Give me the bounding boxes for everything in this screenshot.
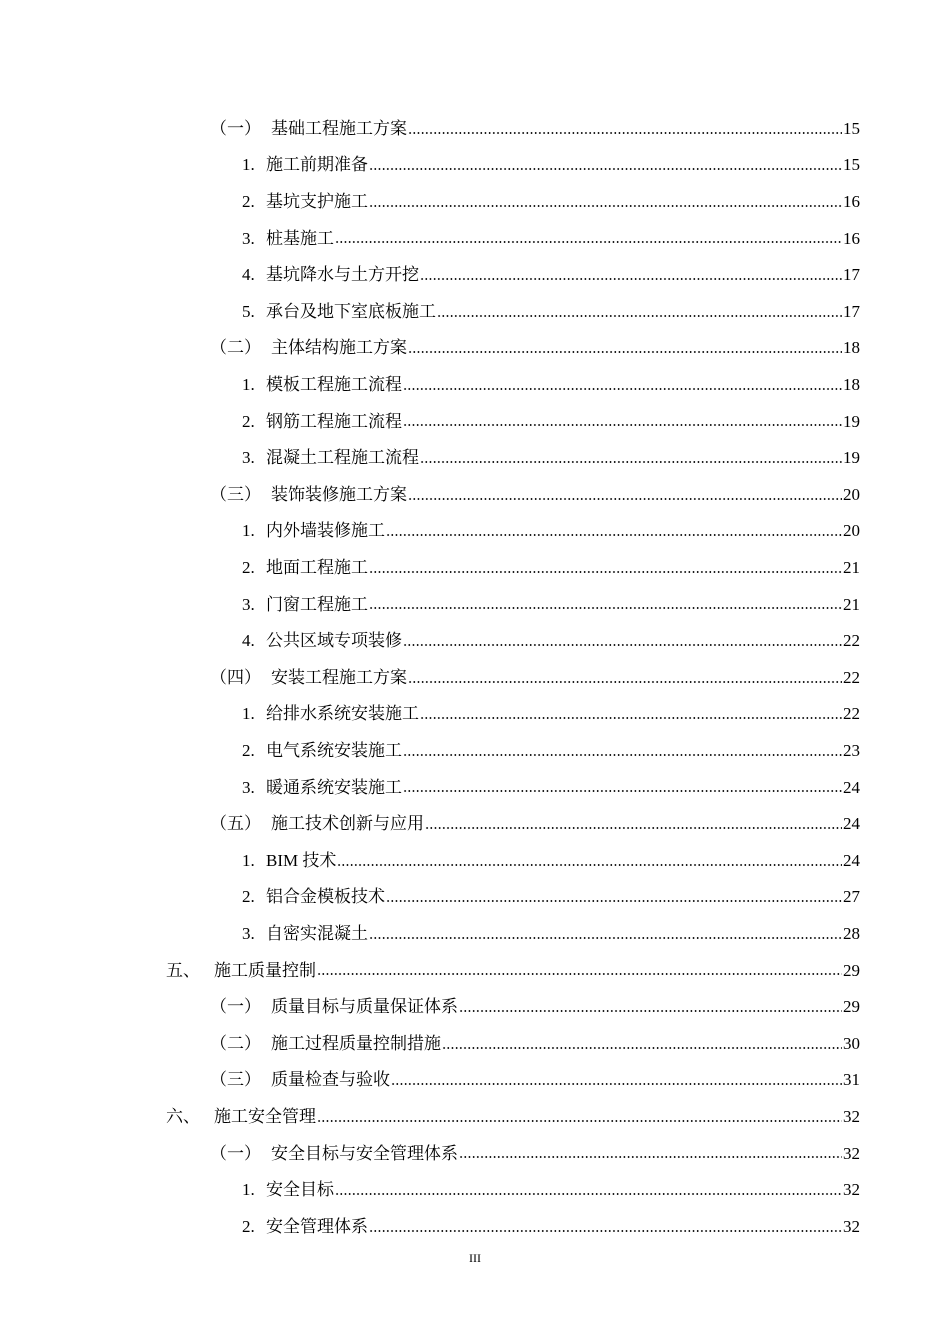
toc-entry[interactable] [210,1025,860,1062]
toc-dot-leader [369,567,842,577]
toc-entry-page-number: 22 [843,667,860,687]
toc-entry[interactable] [242,513,860,550]
toc-entry-title: 模板工程施工流程 [266,374,402,394]
toc-entry-title: 装饰装修施工方案 [271,484,407,504]
toc-entry-page-number: 28 [843,923,860,943]
toc-entry-number: 3. [242,777,255,797]
toc-entry[interactable] [242,586,860,623]
toc-entry-number: （一） [210,997,261,1017]
toc-entry-number: （二） [210,1033,261,1053]
toc-entry[interactable] [166,1098,860,1135]
toc-dot-leader [403,640,842,650]
toc-entry-number: 1. [242,850,255,870]
toc-entry[interactable] [242,439,860,476]
toc-entry-page-number: 16 [843,228,860,248]
toc-dot-leader [459,1006,842,1016]
toc-entry[interactable] [210,1135,860,1172]
toc-entry[interactable] [242,366,860,403]
toc-entry[interactable] [242,220,860,257]
toc-entry[interactable] [210,110,860,147]
toc-entry[interactable] [242,915,860,952]
toc-entry-page-number: 21 [843,594,860,614]
toc-entry-page-number: 23 [843,740,860,760]
toc-entry-number: （四） [210,667,261,687]
toc-entry[interactable] [210,330,860,367]
toc-entry-title: 公共区域专项装修 [266,631,402,651]
toc-entry-page-number: 32 [843,1143,860,1163]
toc-entry-page-number: 18 [843,338,860,358]
toc-dot-leader [403,750,842,760]
toc-dot-leader [369,201,842,211]
toc-dot-leader [369,603,842,613]
toc-dot-leader [408,494,842,504]
toc-entry-page-number: 18 [843,374,860,394]
toc-entry[interactable] [242,622,860,659]
toc-dot-leader [420,274,842,284]
toc-dot-leader [442,1043,842,1053]
toc-entry[interactable] [242,549,860,586]
toc-dot-leader [369,933,842,943]
toc-dot-leader [369,1226,842,1236]
toc-dot-leader [408,347,842,357]
toc-entry[interactable] [166,952,860,989]
toc-entry-title: 主体结构施工方案 [271,338,407,358]
toc-dot-leader [337,860,842,870]
toc-dot-leader [420,457,842,467]
toc-entry-number: （一） [210,1143,261,1163]
toc-entry-title: 自密实混凝土 [266,923,368,943]
toc-dot-leader [335,1189,842,1199]
toc-entry-title: 施工质量控制 [214,960,316,980]
toc-entry-number: 1. [242,155,255,175]
toc-entry-page-number: 30 [843,1033,860,1053]
toc-entry-number: 3. [242,923,255,943]
toc-entry-title: 电气系统安装施工 [266,740,402,760]
toc-entry-number: 3. [242,448,255,468]
toc-entry-title: 施工安全管理 [214,1106,316,1126]
toc-entry[interactable] [210,988,860,1025]
toc-dot-leader [335,237,842,247]
toc-entry-title: 桩基施工 [266,228,334,248]
toc-entry-number: 1. [242,374,255,394]
toc-entry-title: 施工前期准备 [266,155,368,175]
toc-entry[interactable] [242,696,860,733]
toc-dot-leader [386,896,842,906]
toc-dot-leader [369,164,842,174]
toc-dot-leader [420,713,842,723]
toc-entry-page-number: 27 [843,887,860,907]
toc-entry-title: 安装工程施工方案 [271,667,407,687]
toc-entry-page-number: 15 [843,155,860,175]
toc-entry-page-number: 17 [843,301,860,321]
toc-entry-page-number: 22 [843,704,860,724]
toc-entry[interactable] [210,1062,860,1099]
toc-entry-title: 质量目标与质量保证体系 [271,997,458,1017]
toc-entry-title: 暖通系统安装施工 [266,777,402,797]
toc-entry-number: 五、 [166,960,200,980]
toc-dot-leader [403,384,842,394]
toc-entry-title: 门窗工程施工 [266,594,368,614]
toc-dot-leader [459,1152,842,1162]
toc-dot-leader [386,530,842,540]
toc-entry-number: 5. [242,301,255,321]
toc-entry-page-number: 32 [843,1180,860,1200]
toc-entry-number: （三） [210,1070,261,1090]
toc-entry-title: 安全目标与安全管理体系 [271,1143,458,1163]
toc-dot-leader [403,786,842,796]
toc-entry-title: 施工技术创新与应用 [271,814,424,834]
toc-entry-title: 施工过程质量控制措施 [271,1033,441,1053]
toc-entry-page-number: 22 [843,631,860,651]
toc-entry-page-number: 32 [843,1106,860,1126]
toc-entry-number: 2. [242,411,255,431]
toc-entry-number: 1. [242,704,255,724]
toc-entry-page-number: 32 [843,1216,860,1236]
toc-entry-number: 2. [242,740,255,760]
toc-entry[interactable] [242,879,860,916]
toc-entry-number: 4. [242,631,255,651]
toc-entry-number: 3. [242,228,255,248]
toc-entry-page-number: 15 [843,118,860,138]
toc-dot-leader [408,677,842,687]
toc-dot-leader [425,823,842,833]
toc-entry-number: 1. [242,521,255,541]
toc-entry-number: 六、 [166,1106,200,1126]
toc-entry-title: 钢筋工程施工流程 [266,411,402,431]
toc-entry-title: 内外墙装修施工 [266,521,385,541]
toc-entry-page-number: 24 [843,777,860,797]
toc-entry-title: 基坑降水与土方开挖 [266,265,419,285]
toc-entry[interactable] [242,403,860,440]
toc-entry-page-number: 20 [843,484,860,504]
toc-entry-title: 混凝土工程施工流程 [266,448,419,468]
toc-entry-page-number: 17 [843,265,860,285]
toc-entry-number: 2. [242,887,255,907]
toc-entry[interactable] [210,659,860,696]
toc-entry-page-number: 24 [843,814,860,834]
toc-entry-title: 基础工程施工方案 [271,118,407,138]
toc-entry-number: 2. [242,191,255,211]
toc-entry-page-number: 24 [843,850,860,870]
toc-entry[interactable] [242,842,860,879]
toc-entry-page-number: 31 [843,1070,860,1090]
toc-entry-number: （三） [210,484,261,504]
toc-entry[interactable] [210,476,860,513]
toc-dot-leader [391,1079,842,1089]
toc-entry-number: 2. [242,557,255,577]
toc-entry-page-number: 19 [843,411,860,431]
toc-entry[interactable] [242,732,860,769]
toc-entry-title: 铝合金模板技术 [266,887,385,907]
toc-entry-title: 地面工程施工 [266,557,368,577]
toc-entry[interactable] [242,1208,860,1245]
toc-dot-leader [403,420,842,430]
toc-entry-number: 2. [242,1216,255,1236]
toc-entry-title: 安全管理体系 [266,1216,368,1236]
toc-entry-title: 安全目标 [266,1180,334,1200]
toc-entry-page-number: 19 [843,448,860,468]
toc-entry[interactable] [210,805,860,842]
toc-entry[interactable] [242,256,860,293]
toc-entry-page-number: 29 [843,997,860,1017]
toc-dot-leader [408,128,842,138]
toc-entry[interactable] [242,769,860,806]
toc-dot-leader [317,969,842,979]
toc-entry-title: BIM 技术 [266,850,337,870]
toc-entry-title: 基坑支护施工 [266,191,368,211]
toc-entry-title: 质量检查与验收 [271,1070,390,1090]
toc-entry-page-number: 29 [843,960,860,980]
toc-entry-page-number: 16 [843,191,860,211]
toc-entry[interactable] [242,293,860,330]
toc-entry-page-number: 20 [843,521,860,541]
toc-entry-number: 4. [242,265,255,285]
toc-entry-page-number: 21 [843,557,860,577]
toc-entry-title: 承台及地下室底板施工 [266,301,436,321]
toc-entry[interactable] [242,147,860,184]
toc-entry-number: （五） [210,814,261,834]
toc-entry-number: 1. [242,1180,255,1200]
toc-dot-leader [437,311,842,321]
toc-entry[interactable] [242,183,860,220]
toc-dot-leader [317,1116,842,1126]
toc-entry-number: （一） [210,118,261,138]
page-footer-number: III [469,1251,481,1265]
toc-entry[interactable] [242,1171,860,1208]
toc-entry-number: 3. [242,594,255,614]
toc-entry-title: 给排水系统安装施工 [266,704,419,724]
toc-entry-number: （二） [210,338,261,358]
